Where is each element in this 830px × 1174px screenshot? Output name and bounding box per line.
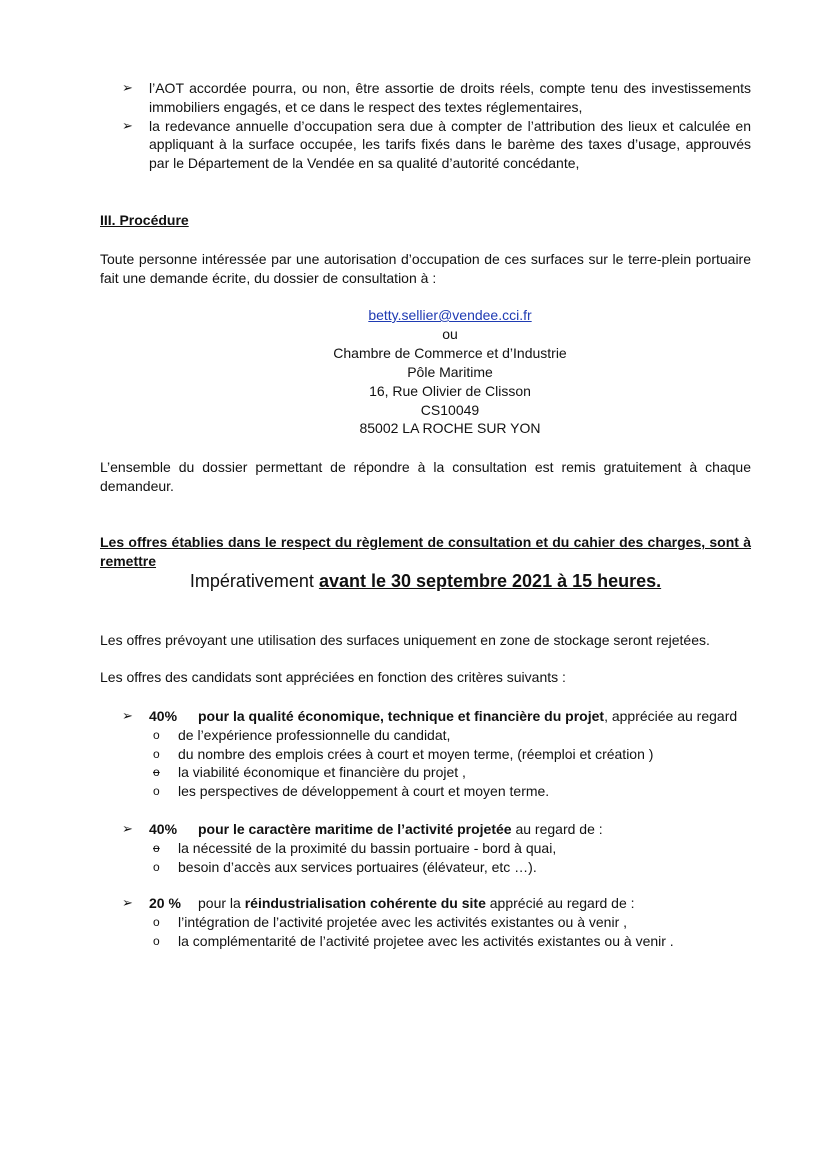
contact-block <box>100 306 800 438</box>
criterion-heading: ➢ 40% pour le caractère maritime de l’activité projetée au regard de : <box>122 821 603 837</box>
criterion-heading: ➢ 20 % pour la réindustrialisation cohérente du site apprécié au regard de : <box>122 895 635 911</box>
criterion-subitem: o la complémentarité de l’activité projetee avec les activités existantes ou à venir . <box>153 932 674 949</box>
offres-title-line: Les offres établies dans le respect du règlement de consultation et du cahier des charges, sont à <box>100 534 751 550</box>
contact-line: 16, Rue Olivier de Clisson <box>369 382 531 399</box>
circle-bullet-icon: o <box>153 914 160 929</box>
offres-title <box>100 533 751 571</box>
criterion-heading: ➢ 40% pour la qualité économique, technique et financière du projet, appréciée au regard <box>122 708 738 724</box>
criterion-subitem: o l’intégration de l’activité projetée avec les activités existantes ou à venir , <box>153 913 628 930</box>
deadline-line: Impérativement avant le 30 septembre 2021 à 15 heures. <box>189 571 662 591</box>
deadline-date: avant le 30 septembre 2021 à 15 heures. <box>318 571 662 591</box>
contact-line: Pôle Maritime <box>407 363 493 380</box>
criterion-maritime <box>100 820 780 876</box>
email-link[interactable]: betty.sellier@vendee.cci.fr <box>368 307 532 323</box>
arrow-bullet-icon: ➢ <box>122 821 133 836</box>
circle-bullet-icon: o <box>153 727 160 742</box>
criterion-percent: 40% <box>149 821 178 837</box>
arrow-bullet-icon: ➢ <box>122 80 133 95</box>
circle-bullet-icon: o <box>153 933 160 948</box>
criterion-subitem: o du nombre des emplois crées à court et moyen terme, (réemploi et création ) <box>153 745 654 762</box>
contact-or: ou <box>442 325 458 342</box>
criterion-subitem: o besoin d’accès aux services portuaires (élévateur, etc …). <box>153 858 537 875</box>
arrow-bullet-icon: ➢ <box>122 117 133 133</box>
rejection-paragraph: Les offres prévoyant une utilisation des surfaces uniquement en zone de stockage seront rejetées. <box>100 632 710 648</box>
criterion-percent: 20 % <box>149 895 181 911</box>
criterion-subitem: o de l’expérience professionnelle du candidat, <box>153 726 451 743</box>
circle-bullet-icon: o <box>153 746 160 761</box>
criterion-subitem: o les perspectives de développement à court et moyen terme. <box>153 783 550 800</box>
intro-bullet-item: ➢ l’AOT accordée pourra, ou non, être assortie de droits réels, compte tenu des investissements immobiliers engagés, et ce dans le respect des textes réglementaires, <box>122 80 751 115</box>
offres-title-line: remettre <box>100 552 157 569</box>
arrow-bullet-icon: ➢ <box>122 895 133 910</box>
contact-line: 85002 LA ROCHE SUR YON <box>359 420 541 437</box>
section-heading: III. Procédure <box>100 212 189 228</box>
arrow-bullet-icon: ➢ <box>122 708 133 723</box>
intro-bullet-item: ➢ la redevance annuelle d’occupation sera due à compter de l’attribution des lieux et calculée en appliquant à la surface occupée, les tarifs fixés dans le barème des taxes d’usage, approuvés par le Département de la Vendée en sa qualité d’autorité concédante, <box>122 117 751 172</box>
circle-bullet-icon: o <box>153 765 160 780</box>
circle-bullet-icon: o <box>153 859 160 874</box>
procedure-paragraph: Toute personne intéressée par une autorisation d’occupation de ces surfaces sur le terre-plein portuaire fait une demande écrite, du dossier de consultation à : <box>100 251 751 286</box>
criterion-subitem: o la viabilité économique et financière du projet , <box>153 764 466 781</box>
criterion-subitem: o la nécessité de la proximité du bassin portuaire - bord à quai, <box>153 839 557 856</box>
criterion-quality <box>100 707 780 801</box>
contact-line: CS10049 <box>420 401 480 418</box>
contact-line: Chambre de Commerce et d’Industrie <box>333 344 567 361</box>
criterion-reindustrialisation <box>100 894 780 950</box>
criterion-percent: 40% <box>149 708 178 724</box>
criteria-intro: Les offres des candidats sont appréciées en fonction des critères suivants : <box>100 669 566 685</box>
circle-bullet-icon: o <box>153 784 160 799</box>
dossier-paragraph: L’ensemble du dossier permettant de répondre à la consultation est remis gratuitement à chaque demandeur. <box>100 459 751 494</box>
intro-bullet-list <box>100 79 751 173</box>
circle-bullet-icon: o <box>153 840 160 855</box>
